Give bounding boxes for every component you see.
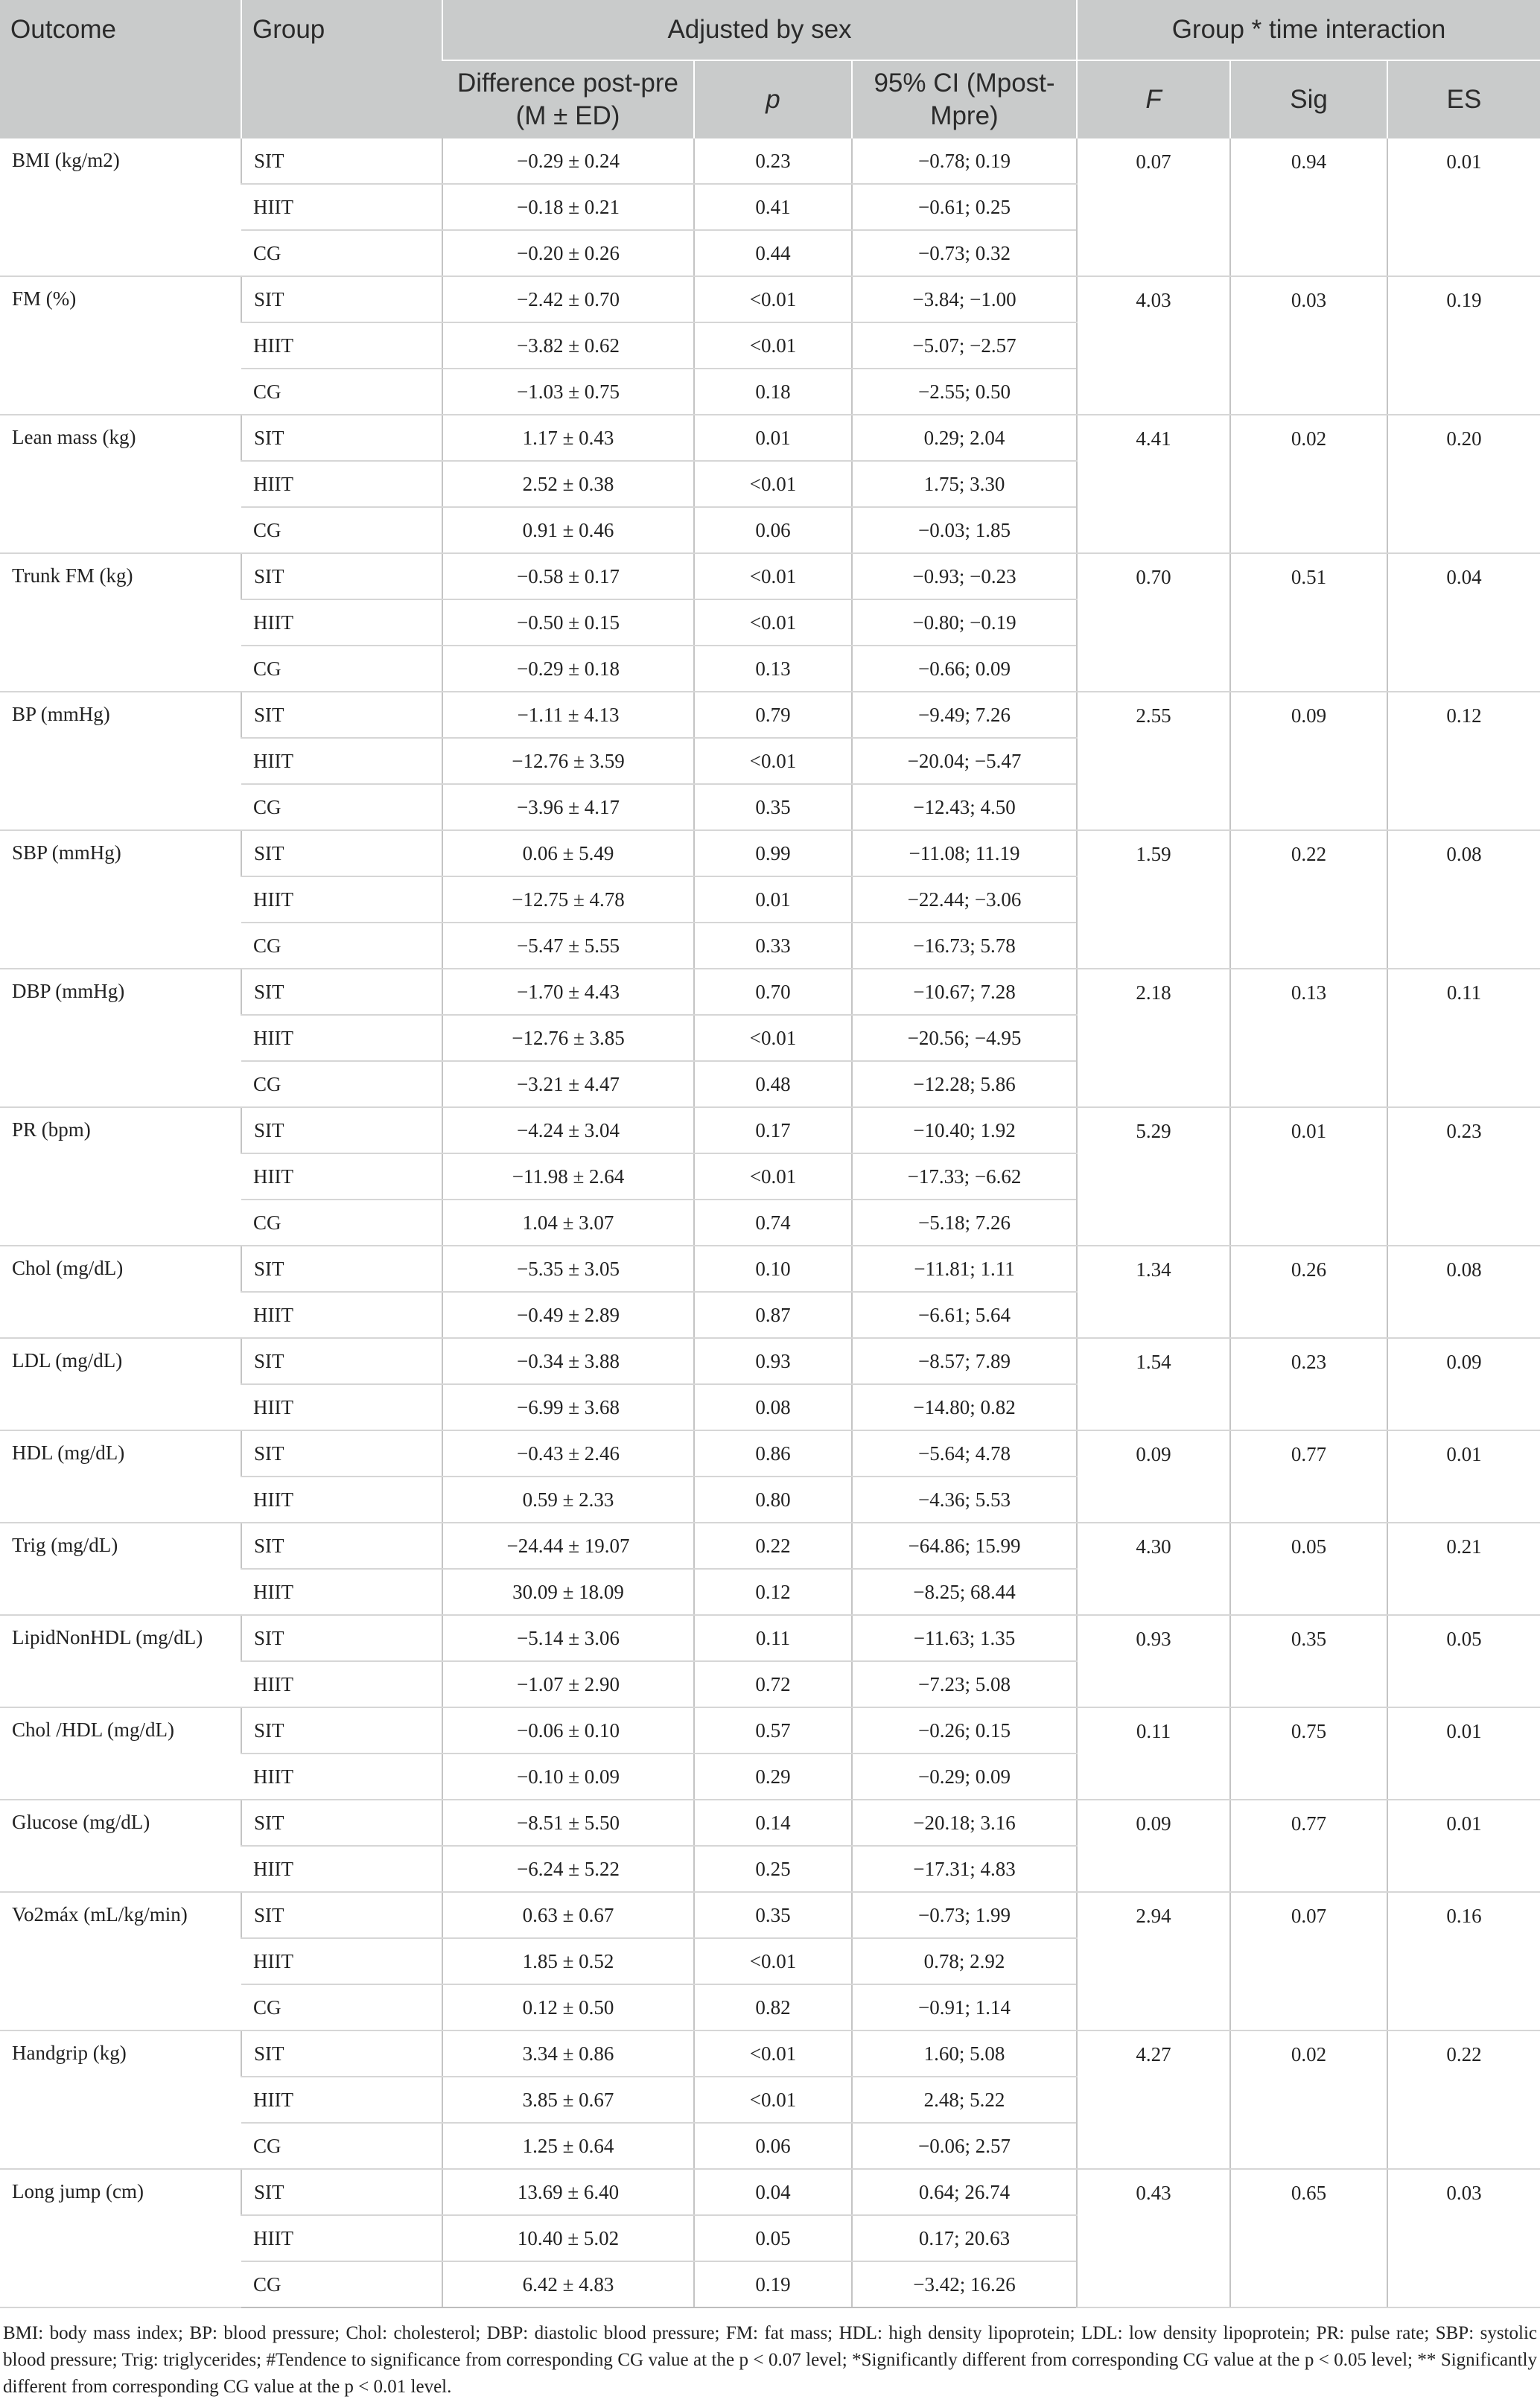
- ci-cell: −0.91; 1.14: [852, 1984, 1077, 2030]
- difference-cell: 0.59 ± 2.33: [442, 1477, 694, 1523]
- ci-cell: −8.25; 68.44: [852, 1569, 1077, 1615]
- es-cell: 0.03: [1387, 2169, 1540, 2307]
- difference-cell: 0.91 ± 0.46: [442, 507, 694, 553]
- p-value-cell: 0.06: [694, 507, 852, 553]
- sig-cell: 0.07: [1230, 1892, 1387, 2030]
- sig-cell: 0.94: [1230, 138, 1387, 276]
- group-cell: SIT: [241, 969, 442, 1015]
- difference-cell: −0.10 ± 0.09: [442, 1754, 694, 1800]
- ci-cell: −64.86; 15.99: [852, 1523, 1077, 1569]
- group-cell: SIT: [241, 276, 442, 322]
- group-cell: SIT: [241, 1615, 442, 1661]
- header-outcome: Outcome: [0, 0, 241, 138]
- header-group: Group: [241, 0, 442, 138]
- f-value-cell: 4.03: [1077, 276, 1230, 415]
- group-cell: HIIT: [241, 1661, 442, 1707]
- ci-cell: −10.40; 1.92: [852, 1107, 1077, 1153]
- p-value-cell: 0.18: [694, 369, 852, 415]
- ci-cell: −11.63; 1.35: [852, 1615, 1077, 1661]
- ci-cell: −0.29; 0.09: [852, 1754, 1077, 1800]
- group-cell: HIIT: [241, 738, 442, 784]
- group-cell: CG: [241, 1200, 442, 1246]
- p-value-cell: 0.70: [694, 969, 852, 1015]
- p-value-cell: <0.01: [694, 1938, 852, 1984]
- p-value-cell: <0.01: [694, 1153, 852, 1200]
- difference-cell: −3.82 ± 0.62: [442, 322, 694, 369]
- sig-cell: 0.51: [1230, 553, 1387, 692]
- difference-cell: −4.24 ± 3.04: [442, 1107, 694, 1153]
- es-cell: 0.16: [1387, 1892, 1540, 2030]
- sig-cell: 0.09: [1230, 692, 1387, 830]
- table-row: [0, 1615, 1540, 1661]
- p-value-cell: <0.01: [694, 2030, 852, 2077]
- p-value-cell: 0.12: [694, 1569, 852, 1615]
- ci-cell: 0.64; 26.74: [852, 2169, 1077, 2215]
- p-value-cell: <0.01: [694, 322, 852, 369]
- table-row: [0, 276, 1540, 322]
- group-cell: CG: [241, 2261, 442, 2307]
- ci-cell: −20.18; 3.16: [852, 1800, 1077, 1846]
- p-value-cell: <0.01: [694, 599, 852, 646]
- outcome-cell: PR (bpm): [0, 1107, 241, 1246]
- group-cell: HIIT: [241, 1754, 442, 1800]
- group-cell: HIIT: [241, 1846, 442, 1892]
- ci-cell: −17.33; −6.62: [852, 1153, 1077, 1200]
- group-cell: SIT: [241, 138, 442, 184]
- group-cell: HIIT: [241, 1384, 442, 1430]
- f-value-cell: 1.54: [1077, 1338, 1230, 1430]
- difference-cell: 0.06 ± 5.49: [442, 830, 694, 876]
- group-cell: CG: [241, 230, 442, 276]
- table-row: [0, 2030, 1540, 2077]
- ci-cell: −0.80; −0.19: [852, 599, 1077, 646]
- p-value-cell: <0.01: [694, 2077, 852, 2123]
- group-cell: SIT: [241, 1246, 442, 1292]
- ci-cell: −5.18; 7.26: [852, 1200, 1077, 1246]
- es-cell: 0.09: [1387, 1338, 1540, 1430]
- header-es: ES: [1387, 60, 1540, 138]
- p-value-cell: <0.01: [694, 738, 852, 784]
- difference-cell: −3.21 ± 4.47: [442, 1061, 694, 1107]
- es-cell: 0.12: [1387, 692, 1540, 830]
- ci-cell: −7.23; 5.08: [852, 1661, 1077, 1707]
- es-cell: 0.05: [1387, 1615, 1540, 1707]
- outcome-cell: FM (%): [0, 276, 241, 415]
- difference-cell: 2.52 ± 0.38: [442, 461, 694, 507]
- es-cell: 0.01: [1387, 1707, 1540, 1800]
- group-cell: HIIT: [241, 1938, 442, 1984]
- group-cell: SIT: [241, 1338, 442, 1384]
- p-value-cell: 0.41: [694, 184, 852, 230]
- f-value-cell: 0.09: [1077, 1430, 1230, 1523]
- difference-cell: −12.76 ± 3.85: [442, 1015, 694, 1061]
- difference-cell: 1.25 ± 0.64: [442, 2123, 694, 2169]
- f-value-cell: 1.59: [1077, 830, 1230, 969]
- sig-cell: 0.35: [1230, 1615, 1387, 1707]
- es-cell: 0.20: [1387, 415, 1540, 553]
- p-value-cell: 0.23: [694, 138, 852, 184]
- outcome-cell: SBP (mmHg): [0, 830, 241, 969]
- ci-cell: −0.66; 0.09: [852, 646, 1077, 692]
- table-row: [0, 415, 1540, 461]
- p-value-cell: 0.01: [694, 876, 852, 923]
- difference-cell: −1.03 ± 0.75: [442, 369, 694, 415]
- header-ci: 95% CI (Mpost-Mpre): [852, 60, 1077, 138]
- p-value-cell: 0.48: [694, 1061, 852, 1107]
- outcome-cell: Lean mass (kg): [0, 415, 241, 553]
- ci-cell: −5.07; −2.57: [852, 322, 1077, 369]
- table-row: [0, 138, 1540, 184]
- difference-cell: −0.34 ± 3.88: [442, 1338, 694, 1384]
- p-value-cell: 0.74: [694, 1200, 852, 1246]
- p-value-cell: 0.35: [694, 784, 852, 830]
- ci-cell: −20.56; −4.95: [852, 1015, 1077, 1061]
- difference-cell: 13.69 ± 6.40: [442, 2169, 694, 2215]
- table-body: [0, 138, 1540, 2307]
- f-value-cell: 4.41: [1077, 415, 1230, 553]
- sig-cell: 0.26: [1230, 1246, 1387, 1338]
- group-cell: SIT: [241, 2030, 442, 2077]
- group-cell: CG: [241, 784, 442, 830]
- p-value-cell: 0.17: [694, 1107, 852, 1153]
- difference-cell: −0.18 ± 0.21: [442, 184, 694, 230]
- table-row: [0, 1338, 1540, 1384]
- difference-cell: −8.51 ± 5.50: [442, 1800, 694, 1846]
- group-cell: HIIT: [241, 1015, 442, 1061]
- es-cell: 0.22: [1387, 2030, 1540, 2169]
- outcome-cell: Glucose (mg/dL): [0, 1800, 241, 1892]
- ci-cell: −0.93; −0.23: [852, 553, 1077, 599]
- ci-cell: −0.78; 0.19: [852, 138, 1077, 184]
- ci-cell: −10.67; 7.28: [852, 969, 1077, 1015]
- sig-cell: 0.75: [1230, 1707, 1387, 1800]
- p-value-cell: <0.01: [694, 1015, 852, 1061]
- sig-cell: 0.03: [1230, 276, 1387, 415]
- group-cell: SIT: [241, 1523, 442, 1569]
- outcome-cell: Chol (mg/dL): [0, 1246, 241, 1338]
- difference-cell: 3.34 ± 0.86: [442, 2030, 694, 2077]
- es-cell: 0.08: [1387, 1246, 1540, 1338]
- sig-cell: 0.23: [1230, 1338, 1387, 1430]
- p-value-cell: 0.79: [694, 692, 852, 738]
- outcome-cell: Vo2máx (mL/kg/min): [0, 1892, 241, 2030]
- ci-cell: 1.60; 5.08: [852, 2030, 1077, 2077]
- group-cell: SIT: [241, 692, 442, 738]
- table-row: [0, 1430, 1540, 1477]
- ci-cell: −0.06; 2.57: [852, 2123, 1077, 2169]
- difference-cell: −11.98 ± 2.64: [442, 1153, 694, 1200]
- p-value-cell: 0.93: [694, 1338, 852, 1384]
- f-value-cell: 0.11: [1077, 1707, 1230, 1800]
- f-value-cell: 5.29: [1077, 1107, 1230, 1246]
- group-cell: CG: [241, 2123, 442, 2169]
- difference-cell: −0.20 ± 0.26: [442, 230, 694, 276]
- outcome-cell: BMI (kg/m2): [0, 138, 241, 276]
- p-value-cell: 0.33: [694, 923, 852, 969]
- difference-cell: −1.11 ± 4.13: [442, 692, 694, 738]
- sig-cell: 0.02: [1230, 415, 1387, 553]
- group-cell: HIIT: [241, 1569, 442, 1615]
- p-value-cell: 0.11: [694, 1615, 852, 1661]
- difference-cell: −0.49 ± 2.89: [442, 1292, 694, 1338]
- table-header: [0, 0, 1540, 138]
- table-row: [0, 1107, 1540, 1153]
- difference-cell: −0.29 ± 0.18: [442, 646, 694, 692]
- p-value-cell: 0.44: [694, 230, 852, 276]
- p-value-cell: <0.01: [694, 461, 852, 507]
- difference-cell: −0.58 ± 0.17: [442, 553, 694, 599]
- f-value-cell: 2.18: [1077, 969, 1230, 1107]
- table-row: [0, 2169, 1540, 2215]
- header-group-time-interaction: Group * time interaction: [1077, 0, 1540, 60]
- outcome-cell: HDL (mg/dL): [0, 1430, 241, 1523]
- es-cell: 0.04: [1387, 553, 1540, 692]
- f-value-cell: 2.94: [1077, 1892, 1230, 2030]
- difference-cell: −0.43 ± 2.46: [442, 1430, 694, 1477]
- sig-cell: 0.77: [1230, 1800, 1387, 1892]
- p-value-cell: 0.10: [694, 1246, 852, 1292]
- difference-cell: 1.17 ± 0.43: [442, 415, 694, 461]
- group-cell: SIT: [241, 1430, 442, 1477]
- difference-cell: 1.85 ± 0.52: [442, 1938, 694, 1984]
- f-value-cell: 2.55: [1077, 692, 1230, 830]
- difference-cell: 6.42 ± 4.83: [442, 2261, 694, 2307]
- header-adjusted-by-sex: Adjusted by sex: [442, 0, 1077, 60]
- difference-cell: −24.44 ± 19.07: [442, 1523, 694, 1569]
- p-value-cell: 0.06: [694, 2123, 852, 2169]
- difference-cell: −1.07 ± 2.90: [442, 1661, 694, 1707]
- ci-cell: 0.29; 2.04: [852, 415, 1077, 461]
- f-value-cell: 0.43: [1077, 2169, 1230, 2307]
- ci-cell: −3.84; −1.00: [852, 276, 1077, 322]
- ci-cell: −9.49; 7.26: [852, 692, 1077, 738]
- p-value-cell: 0.25: [694, 1846, 852, 1892]
- es-cell: 0.11: [1387, 969, 1540, 1107]
- group-cell: HIIT: [241, 2077, 442, 2123]
- ci-cell: −3.42; 16.26: [852, 2261, 1077, 2307]
- sig-cell: 0.05: [1230, 1523, 1387, 1615]
- difference-cell: −0.50 ± 0.15: [442, 599, 694, 646]
- outcome-cell: Trig (mg/dL): [0, 1523, 241, 1615]
- es-cell: 0.01: [1387, 1800, 1540, 1892]
- group-cell: CG: [241, 507, 442, 553]
- group-cell: SIT: [241, 415, 442, 461]
- ci-cell: −22.44; −3.06: [852, 876, 1077, 923]
- p-value-cell: 0.57: [694, 1707, 852, 1754]
- difference-cell: −6.24 ± 5.22: [442, 1846, 694, 1892]
- p-value-cell: 0.86: [694, 1430, 852, 1477]
- difference-cell: −5.35 ± 3.05: [442, 1246, 694, 1292]
- group-cell: SIT: [241, 1707, 442, 1754]
- header-sig: Sig: [1230, 60, 1387, 138]
- outcome-cell: BP (mmHg): [0, 692, 241, 830]
- ci-cell: −11.81; 1.11: [852, 1246, 1077, 1292]
- es-cell: 0.01: [1387, 1430, 1540, 1523]
- table-row: [0, 1707, 1540, 1754]
- f-value-cell: 4.27: [1077, 2030, 1230, 2169]
- group-cell: HIIT: [241, 1477, 442, 1523]
- difference-cell: −1.70 ± 4.43: [442, 969, 694, 1015]
- p-value-cell: 0.05: [694, 2215, 852, 2261]
- group-cell: HIIT: [241, 1292, 442, 1338]
- ci-cell: −11.08; 11.19: [852, 830, 1077, 876]
- group-cell: CG: [241, 1984, 442, 2030]
- table-row: [0, 1892, 1540, 1938]
- ci-cell: 2.48; 5.22: [852, 2077, 1077, 2123]
- sig-cell: 0.13: [1230, 969, 1387, 1107]
- p-value-cell: 0.99: [694, 830, 852, 876]
- p-value-cell: 0.19: [694, 2261, 852, 2307]
- table-row: [0, 692, 1540, 738]
- header-difference: Difference post-pre (M ± ED): [442, 60, 694, 138]
- outcome-cell: Long jump (cm): [0, 2169, 241, 2307]
- sig-cell: 0.22: [1230, 830, 1387, 969]
- header-f: F: [1077, 60, 1230, 138]
- header-p: p: [694, 60, 852, 138]
- es-cell: 0.23: [1387, 1107, 1540, 1246]
- difference-cell: −6.99 ± 3.68: [442, 1384, 694, 1430]
- outcome-cell: DBP (mmHg): [0, 969, 241, 1107]
- ci-cell: 0.78; 2.92: [852, 1938, 1077, 1984]
- group-cell: HIIT: [241, 322, 442, 369]
- outcome-cell: LipidNonHDL (mg/dL): [0, 1615, 241, 1707]
- p-value-cell: 0.13: [694, 646, 852, 692]
- ci-cell: −0.73; 0.32: [852, 230, 1077, 276]
- group-cell: CG: [241, 923, 442, 969]
- difference-cell: 0.12 ± 0.50: [442, 1984, 694, 2030]
- difference-cell: −3.96 ± 4.17: [442, 784, 694, 830]
- p-value-cell: 0.04: [694, 2169, 852, 2215]
- group-cell: SIT: [241, 830, 442, 876]
- outcome-cell: Chol /HDL (mg/dL): [0, 1707, 241, 1800]
- ci-cell: −2.55; 0.50: [852, 369, 1077, 415]
- difference-cell: −12.75 ± 4.78: [442, 876, 694, 923]
- difference-cell: 10.40 ± 5.02: [442, 2215, 694, 2261]
- table-row: [0, 1800, 1540, 1846]
- ci-cell: −8.57; 7.89: [852, 1338, 1077, 1384]
- difference-cell: −0.29 ± 0.24: [442, 138, 694, 184]
- group-cell: SIT: [241, 1800, 442, 1846]
- ci-cell: −6.61; 5.64: [852, 1292, 1077, 1338]
- outcome-cell: LDL (mg/dL): [0, 1338, 241, 1430]
- ci-cell: −0.26; 0.15: [852, 1707, 1077, 1754]
- f-value-cell: 0.07: [1077, 138, 1230, 276]
- ci-cell: −12.28; 5.86: [852, 1061, 1077, 1107]
- difference-cell: −12.76 ± 3.59: [442, 738, 694, 784]
- p-value-cell: 0.01: [694, 415, 852, 461]
- p-value-cell: 0.08: [694, 1384, 852, 1430]
- sig-cell: 0.02: [1230, 2030, 1387, 2169]
- p-value-cell: 0.87: [694, 1292, 852, 1338]
- group-cell: HIIT: [241, 876, 442, 923]
- table-row: [0, 969, 1540, 1015]
- p-value-cell: 0.80: [694, 1477, 852, 1523]
- ci-cell: 0.17; 20.63: [852, 2215, 1077, 2261]
- ci-cell: −4.36; 5.53: [852, 1477, 1077, 1523]
- table-row: [0, 1246, 1540, 1292]
- sig-cell: 0.77: [1230, 1430, 1387, 1523]
- difference-cell: −5.47 ± 5.55: [442, 923, 694, 969]
- sig-cell: 0.01: [1230, 1107, 1387, 1246]
- es-cell: 0.01: [1387, 138, 1540, 276]
- group-cell: SIT: [241, 2169, 442, 2215]
- ci-cell: −0.03; 1.85: [852, 507, 1077, 553]
- p-value-cell: 0.22: [694, 1523, 852, 1569]
- ci-cell: −14.80; 0.82: [852, 1384, 1077, 1430]
- ci-cell: −17.31; 4.83: [852, 1846, 1077, 1892]
- ci-cell: −0.61; 0.25: [852, 184, 1077, 230]
- group-cell: CG: [241, 646, 442, 692]
- es-cell: 0.08: [1387, 830, 1540, 969]
- group-cell: CG: [241, 1061, 442, 1107]
- difference-cell: 30.09 ± 18.09: [442, 1569, 694, 1615]
- table-row: [0, 830, 1540, 876]
- difference-cell: 3.85 ± 0.67: [442, 2077, 694, 2123]
- p-value-cell: 0.82: [694, 1984, 852, 2030]
- f-value-cell: 1.34: [1077, 1246, 1230, 1338]
- table-row: [0, 553, 1540, 599]
- p-value-cell: <0.01: [694, 553, 852, 599]
- f-value-cell: 0.93: [1077, 1615, 1230, 1707]
- outcome-cell: Handgrip (kg): [0, 2030, 241, 2169]
- difference-cell: 0.63 ± 0.67: [442, 1892, 694, 1938]
- difference-cell: −2.42 ± 0.70: [442, 276, 694, 322]
- p-value-cell: 0.29: [694, 1754, 852, 1800]
- ci-cell: −12.43; 4.50: [852, 784, 1077, 830]
- p-value-cell: <0.01: [694, 276, 852, 322]
- es-cell: 0.19: [1387, 276, 1540, 415]
- difference-cell: −0.06 ± 0.10: [442, 1707, 694, 1754]
- ci-cell: −0.73; 1.99: [852, 1892, 1077, 1938]
- es-cell: 0.21: [1387, 1523, 1540, 1615]
- ci-cell: −20.04; −5.47: [852, 738, 1077, 784]
- difference-cell: 1.04 ± 3.07: [442, 1200, 694, 1246]
- difference-cell: −5.14 ± 3.06: [442, 1615, 694, 1661]
- group-cell: HIIT: [241, 599, 442, 646]
- group-cell: HIIT: [241, 1153, 442, 1200]
- ci-cell: −16.73; 5.78: [852, 923, 1077, 969]
- group-cell: HIIT: [241, 461, 442, 507]
- outcome-cell: Trunk FM (kg): [0, 553, 241, 692]
- f-value-cell: 0.70: [1077, 553, 1230, 692]
- p-value-cell: 0.35: [694, 1892, 852, 1938]
- group-cell: SIT: [241, 1892, 442, 1938]
- p-value-cell: 0.14: [694, 1800, 852, 1846]
- f-value-cell: 0.09: [1077, 1800, 1230, 1892]
- group-cell: SIT: [241, 553, 442, 599]
- group-cell: HIIT: [241, 184, 442, 230]
- group-cell: HIIT: [241, 2215, 442, 2261]
- table-footnote: BMI: body mass index; BP: blood pressure; Chol: cholesterol; DBP: diastolic blood pressure; FM: fat mass; HDL: high density lipoprotein; LDL: low density lipoprotein; PR: pulse rate; SBP: systolic blood pressure; Trig: triglycerides; #Tendence to significance from corresponding CG value at the p < 0.07 level; *Significantly different from corresponding CG value at the p < 0.05 level; ** Significantly different from corresponding CG value at the p < 0.01 level.: [3, 2323, 1537, 2397]
- ci-cell: 1.75; 3.30: [852, 461, 1077, 507]
- f-value-cell: 4.30: [1077, 1523, 1230, 1615]
- p-value-cell: 0.72: [694, 1661, 852, 1707]
- table-row: [0, 1523, 1540, 1569]
- sig-cell: 0.65: [1230, 2169, 1387, 2307]
- group-cell: SIT: [241, 1107, 442, 1153]
- group-cell: CG: [241, 369, 442, 415]
- ci-cell: −5.64; 4.78: [852, 1430, 1077, 1477]
